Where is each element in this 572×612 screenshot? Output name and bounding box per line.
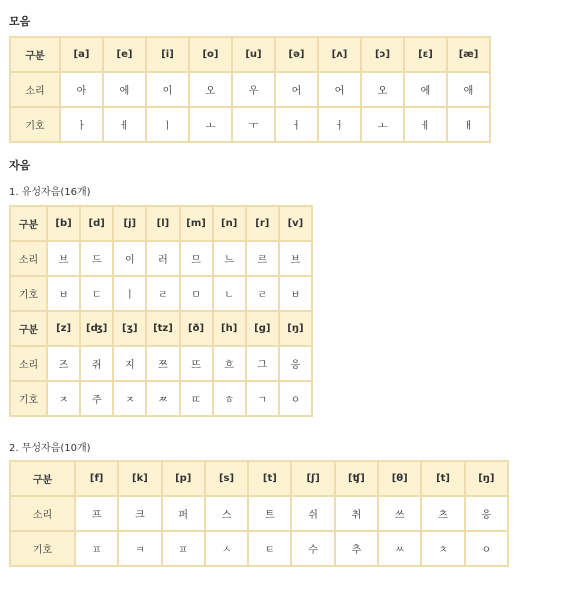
voiceless-symbol-cell: ㅊ bbox=[421, 531, 464, 566]
voiced-symbol-cell: 주 bbox=[80, 381, 113, 416]
voiced-symbol-label: 기호 bbox=[10, 276, 47, 311]
voiced-ipa-cell: [tz] bbox=[146, 311, 179, 346]
voiced-symbol-label: 기호 bbox=[10, 381, 47, 416]
voiced-symbol-cell: ㅇ bbox=[279, 381, 312, 416]
voiced-sound-cell: 이 bbox=[113, 241, 146, 276]
voiceless-sound-cell: 크 bbox=[118, 496, 161, 531]
voiced-sound-row bbox=[10, 241, 312, 276]
vowel-symbol-row bbox=[10, 107, 490, 142]
voiced-ipa-cell: [ʤ] bbox=[80, 311, 113, 346]
voiced-header-label: 구분 bbox=[10, 311, 47, 346]
voiceless-sound-cell: 스 bbox=[205, 496, 248, 531]
vowel-symbol-cell: ㅓ bbox=[318, 107, 361, 142]
vowel-ipa-cell: [ə] bbox=[275, 37, 318, 72]
voiced-symbol-cell: ㄷ bbox=[80, 276, 113, 311]
voiced-symbol-cell: ㄱ bbox=[246, 381, 279, 416]
voiced-ipa-cell: [d] bbox=[80, 206, 113, 241]
voiced-sound-label: 소리 bbox=[10, 346, 47, 381]
voiced-ipa-cell: [ð] bbox=[180, 311, 213, 346]
vowels-title: 모음 bbox=[9, 15, 31, 28]
voiceless-symbol-cell: ㅍ bbox=[75, 531, 118, 566]
voiced-sound-cell: 느 bbox=[213, 241, 246, 276]
vowel-sound-cell: 이 bbox=[146, 72, 189, 107]
voiced-ipa-cell: [ŋ] bbox=[279, 311, 312, 346]
voiced-ipa-cell: [b] bbox=[47, 206, 80, 241]
vowel-ipa-cell: [e] bbox=[103, 37, 146, 72]
vowel-sound-cell: 우 bbox=[232, 72, 275, 107]
voiced-symbol-cell: ㅉ bbox=[146, 381, 179, 416]
vowel-ipa-cell: [ɛ] bbox=[404, 37, 447, 72]
vowel-sound-cell: 어 bbox=[318, 72, 361, 107]
voiced-ipa-cell: [m] bbox=[180, 206, 213, 241]
voiced-ipa-row bbox=[10, 206, 312, 241]
vowel-ipa-cell: [a] bbox=[60, 37, 103, 72]
vowel-sound-row bbox=[10, 72, 490, 107]
vowel-symbol-cell: ㅓ bbox=[275, 107, 318, 142]
voiceless-ipa-cell: [s] bbox=[205, 461, 248, 496]
vowel-sound-cell: 어 bbox=[275, 72, 318, 107]
voiced-symbol-cell: ㄸ bbox=[180, 381, 213, 416]
voiceless-symbol-row bbox=[10, 531, 508, 566]
voiced-sound-cell: 드 bbox=[80, 241, 113, 276]
voiceless-symbol-cell: ㅌ bbox=[248, 531, 291, 566]
vowel-symbol-cell: ㅜ bbox=[232, 107, 275, 142]
vowel-symbol-cell: ㅏ bbox=[60, 107, 103, 142]
voiceless-symbol-cell: 추 bbox=[335, 531, 378, 566]
voiceless-sound-cell: 쓰 bbox=[378, 496, 421, 531]
voiced-sound-cell: 러 bbox=[146, 241, 179, 276]
vowel-table bbox=[9, 36, 491, 143]
voiced-consonants-title: 1. 유성자음(16개) bbox=[9, 187, 91, 198]
vowel-sound-cell: 에 bbox=[103, 72, 146, 107]
voiced-sound-cell: 즈 bbox=[47, 346, 80, 381]
voiced-symbol-cell: ㅂ bbox=[47, 276, 80, 311]
voiceless-symbol-label: 기호 bbox=[10, 531, 75, 566]
voiceless-ipa-cell: [ʃ] bbox=[291, 461, 334, 496]
voiceless-ipa-cell: [p] bbox=[162, 461, 205, 496]
vowel-symbol-cell: ㅣ bbox=[146, 107, 189, 142]
voiced-sound-cell: 므 bbox=[180, 241, 213, 276]
voiceless-sound-cell: 츠 bbox=[421, 496, 464, 531]
voiceless-header-label: 구분 bbox=[10, 461, 75, 496]
voiced-sound-cell: 흐 bbox=[213, 346, 246, 381]
vowel-sound-cell: 아 bbox=[60, 72, 103, 107]
voiceless-sound-cell: 프 bbox=[75, 496, 118, 531]
vowel-sound-cell: 에 bbox=[404, 72, 447, 107]
voiceless-consonant-table bbox=[9, 460, 509, 567]
voiceless-symbol-cell: ㅇ bbox=[465, 531, 508, 566]
voiced-header-label: 구분 bbox=[10, 206, 47, 241]
voiced-symbol-cell: ㅂ bbox=[279, 276, 312, 311]
vowel-ipa-cell: [u] bbox=[232, 37, 275, 72]
vowel-ipa-cell: [i] bbox=[146, 37, 189, 72]
voiceless-sound-cell: 트 bbox=[248, 496, 291, 531]
voiced-symbol-cell: ㅁ bbox=[180, 276, 213, 311]
vowel-ipa-row bbox=[10, 37, 490, 72]
voiceless-consonants-title: 2. 무성자음(10개) bbox=[9, 443, 91, 454]
voiceless-sound-cell: 응 bbox=[465, 496, 508, 531]
voiceless-symbol-cell: 수 bbox=[291, 531, 334, 566]
vowel-symbol-cell: ㅗ bbox=[189, 107, 232, 142]
voiced-consonant-table bbox=[9, 205, 313, 417]
voiceless-ipa-cell: [t] bbox=[248, 461, 291, 496]
voiced-sound-cell: 뜨 bbox=[180, 346, 213, 381]
voiced-sound-label: 소리 bbox=[10, 241, 47, 276]
voiced-sound-cell: 쯔 bbox=[146, 346, 179, 381]
voiced-sound-cell: 응 bbox=[279, 346, 312, 381]
vowel-ipa-cell: [ɔ] bbox=[361, 37, 404, 72]
vowel-header-label: 구분 bbox=[10, 37, 60, 72]
vowel-symbol-cell: ㅔ bbox=[404, 107, 447, 142]
voiced-sound-row bbox=[10, 346, 312, 381]
voiced-ipa-cell: [ʒ] bbox=[113, 311, 146, 346]
vowel-sound-cell: 오 bbox=[189, 72, 232, 107]
voiced-symbol-row bbox=[10, 381, 312, 416]
voiceless-ipa-cell: [f] bbox=[75, 461, 118, 496]
voiceless-symbol-cell: ㅋ bbox=[118, 531, 161, 566]
vowel-ipa-cell: [æ] bbox=[447, 37, 490, 72]
voiced-sound-cell: 브 bbox=[279, 241, 312, 276]
voiced-ipa-cell: [r] bbox=[246, 206, 279, 241]
voiced-symbol-cell: ㅈ bbox=[47, 381, 80, 416]
consonants-title: 자음 bbox=[9, 159, 31, 172]
voiced-symbol-row bbox=[10, 276, 312, 311]
voiced-sound-cell: 브 bbox=[47, 241, 80, 276]
voiceless-symbol-cell: ㅅ bbox=[205, 531, 248, 566]
voiceless-sound-cell: 취 bbox=[335, 496, 378, 531]
voiceless-ipa-cell: [ŋ] bbox=[465, 461, 508, 496]
voiceless-sound-cell: 퍼 bbox=[162, 496, 205, 531]
voiced-sound-cell: 르 bbox=[246, 241, 279, 276]
voiced-symbol-cell: ㅎ bbox=[213, 381, 246, 416]
voiceless-ipa-cell: [t] bbox=[421, 461, 464, 496]
voiced-ipa-row bbox=[10, 311, 312, 346]
voiced-sound-cell: 그 bbox=[246, 346, 279, 381]
voiced-symbol-cell: ㄹ bbox=[246, 276, 279, 311]
voiceless-ipa-cell: [k] bbox=[118, 461, 161, 496]
voiceless-sound-row bbox=[10, 496, 508, 531]
voiceless-ipa-cell: [ʧ] bbox=[335, 461, 378, 496]
vowel-sound-cell: 오 bbox=[361, 72, 404, 107]
vowel-symbol-cell: ㅔ bbox=[103, 107, 146, 142]
voiceless-symbol-cell: ㅆ bbox=[378, 531, 421, 566]
voiced-sound-cell: 쥐 bbox=[80, 346, 113, 381]
vowel-sound-cell: 애 bbox=[447, 72, 490, 107]
voiced-symbol-cell: ㄴ bbox=[213, 276, 246, 311]
voiced-ipa-cell: [j] bbox=[113, 206, 146, 241]
voiced-ipa-cell: [l] bbox=[146, 206, 179, 241]
voiced-ipa-cell: [z] bbox=[47, 311, 80, 346]
vowel-symbol-cell: ㅐ bbox=[447, 107, 490, 142]
voiced-symbol-cell: ㅈ bbox=[113, 381, 146, 416]
vowel-symbol-label: 기호 bbox=[10, 107, 60, 142]
voiceless-sound-label: 소리 bbox=[10, 496, 75, 531]
voiced-ipa-cell: [v] bbox=[279, 206, 312, 241]
voiceless-ipa-row bbox=[10, 461, 508, 496]
voiced-sound-cell: 지 bbox=[113, 346, 146, 381]
voiced-ipa-cell: [g] bbox=[246, 311, 279, 346]
vowel-ipa-cell: [ʌ] bbox=[318, 37, 361, 72]
vowel-ipa-cell: [o] bbox=[189, 37, 232, 72]
voiced-symbol-cell: ㅣ bbox=[113, 276, 146, 311]
vowel-sound-label: 소리 bbox=[10, 72, 60, 107]
voiced-ipa-cell: [h] bbox=[213, 311, 246, 346]
vowel-symbol-cell: ㅗ bbox=[361, 107, 404, 142]
voiced-ipa-cell: [n] bbox=[213, 206, 246, 241]
voiceless-ipa-cell: [θ] bbox=[378, 461, 421, 496]
voiceless-symbol-cell: ㅍ bbox=[162, 531, 205, 566]
voiced-symbol-cell: ㄹ bbox=[146, 276, 179, 311]
voiceless-sound-cell: 쉬 bbox=[291, 496, 334, 531]
